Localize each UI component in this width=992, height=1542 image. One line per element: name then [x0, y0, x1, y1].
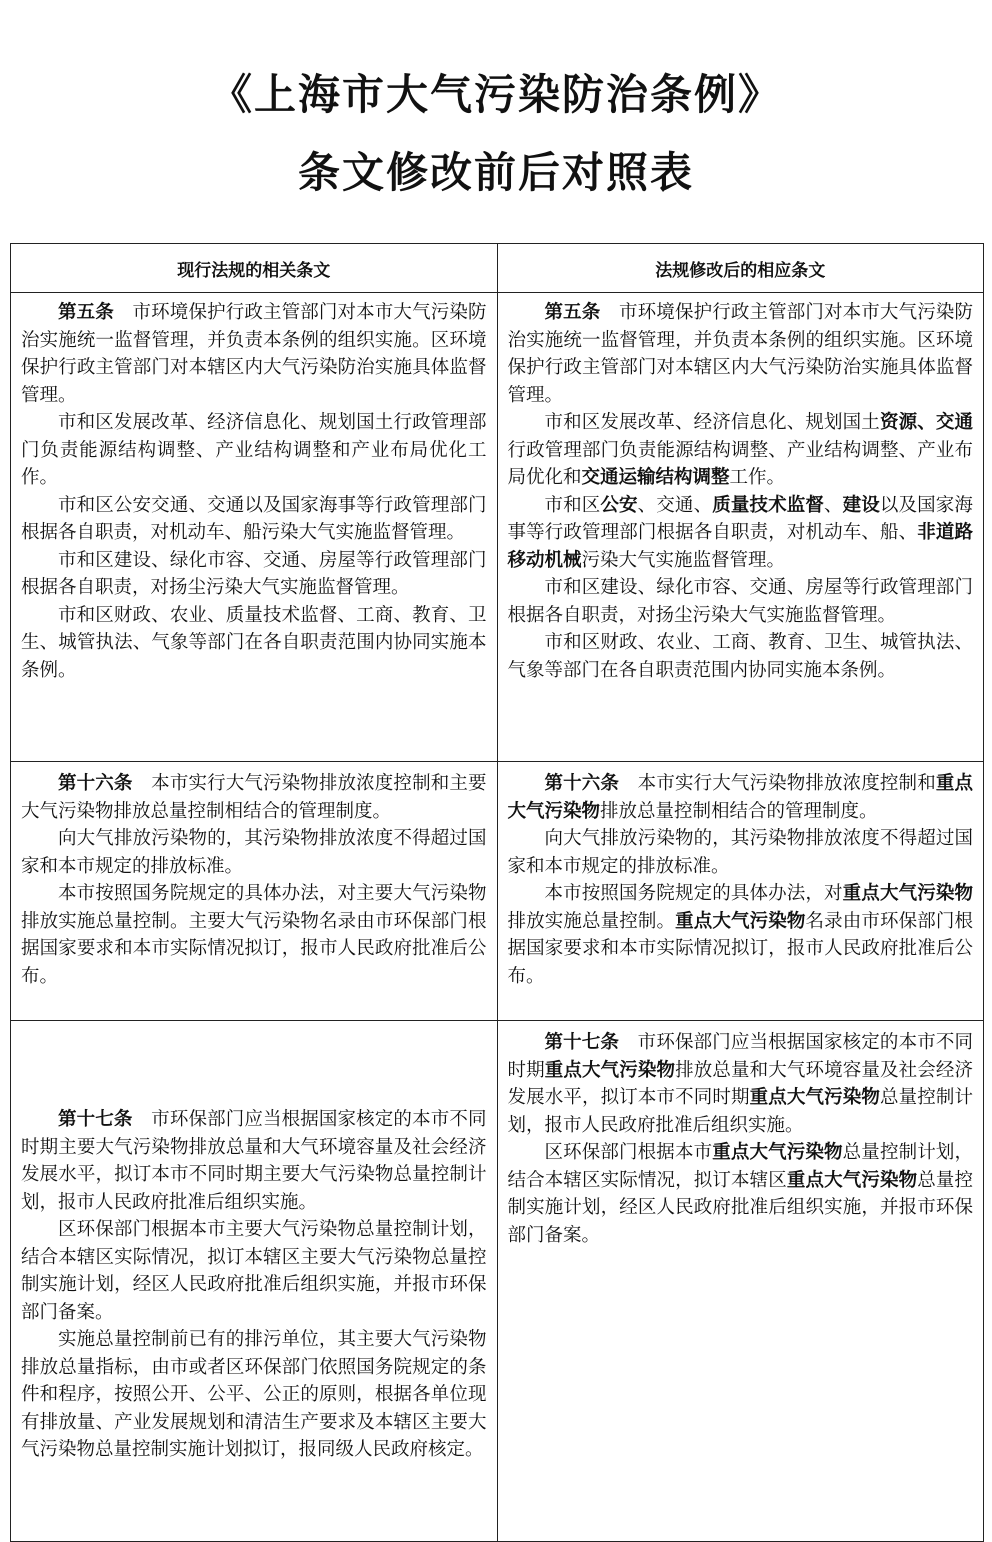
paragraph-text: 市环境保护行政主管部门对本市大气污染防治实施统一监督管理，并负责本条例的组织实施。区环境保护行政主管部门对本辖区内大气污染防治实施具体监督管理。	[507, 302, 973, 406]
paragraph-text: 市环保部门应当根据国家核定的本市不同时期主要大气污染物排放总量和大气环境容量及社会经济发展水平，拟订本市不同时期主要大气污染物总量控制计划，报市人民政府批准后组织实施。	[21, 1109, 487, 1213]
article-paragraph	[21, 409, 487, 492]
amended-article-cell	[497, 293, 984, 762]
article-paragraph	[21, 770, 487, 825]
table-header-row	[11, 244, 984, 293]
article-paragraph	[21, 299, 487, 409]
emphasized-text: 重点大气污染物	[749, 1087, 880, 1108]
article-paragraph	[21, 880, 487, 990]
header-current-provisions: 现行法规的相关条文	[11, 244, 498, 293]
emphasized-text: 交通运输结构调整	[581, 467, 730, 488]
article-paragraph	[21, 1216, 487, 1326]
article-paragraph	[508, 299, 974, 409]
emphasized-text: 第十七条	[544, 1032, 620, 1053]
emphasized-text: 重点大气污染物	[786, 1169, 918, 1191]
article-paragraph	[21, 825, 487, 880]
article-paragraph	[508, 574, 974, 629]
article-paragraph	[21, 547, 487, 602]
emphasized-text: 建设	[842, 494, 880, 516]
paragraph-text: 向大气排放污染物的，其污染物排放浓度不得超过国家和本市规定的排放标准。	[507, 828, 973, 877]
paragraph-text: 排放总量控制相结合的管理制度。	[600, 800, 878, 822]
current-article-cell	[11, 762, 498, 1021]
paragraph-text: 区环保部门根据本市	[544, 1142, 713, 1163]
paragraph-text: 排放总量和大气环境容量及社会经济发展水平，拟订本市不同时期	[507, 1059, 973, 1108]
article-paragraph	[508, 629, 974, 684]
article-paragraph	[508, 1029, 974, 1139]
paragraph-text: 总量控制实施计划，经区人民政府批准后组织实施，并报市环保部门备案。	[507, 1169, 973, 1246]
paragraph-text: 市环保部门应当根据国家核定的本市不同时期	[507, 1032, 973, 1081]
emphasized-text: 重点大气污染物	[712, 1142, 843, 1163]
paragraph-text: 、	[824, 494, 843, 516]
article-paragraph	[21, 602, 487, 685]
article-paragraph	[508, 409, 974, 492]
article-paragraph	[21, 1106, 487, 1216]
paragraph-text: 市和区	[544, 494, 601, 516]
emphasized-text: 重点大气污染物	[544, 1059, 676, 1081]
paragraph-text: 市和区财政、农业、工商、教育、卫生、城管执法、气象等部门在各自职责范围内协同实施本条例。	[507, 632, 973, 681]
paragraph-text: 总量控制计划，报市人民政府批准后组织实施。	[507, 1087, 973, 1136]
paragraph-text: 本市实行大气污染物排放浓度控制和	[619, 773, 936, 794]
paragraph-text: 市环境保护行政主管部门对本市大气污染防治实施统一监督管理，并负责本条例的组织实施。区环境保护行政主管部门对本辖区内大气污染防治实施具体监督管理。	[21, 302, 487, 406]
paragraph-text: 区环保部门根据本市主要大气污染物总量控制计划，结合本辖区实际情况，拟订本辖区主要大气污染物总量控制实施计划，经区人民政府批准后组织实施，并报市环保部门备案。	[21, 1219, 487, 1323]
emphasized-text: 第十六条	[544, 773, 620, 794]
emphasized-text: 公安	[600, 494, 638, 516]
paragraph-text: 、交通、	[637, 494, 713, 516]
paragraph-text: 本市实行大气污染物排放浓度控制和主要大气污染物排放总量控制相结合的管理制度。	[21, 773, 487, 822]
paragraph-text: 排放实施总量控制。	[507, 910, 676, 932]
table-row-article-17	[11, 1021, 984, 1542]
article-paragraph	[508, 880, 974, 990]
article-paragraph	[21, 492, 487, 547]
table-row-article-16	[11, 762, 984, 1021]
emphasized-text: 资源、交通	[879, 412, 973, 433]
comparison-table	[10, 243, 984, 1542]
paragraph-text: 总量控制计划，结合本辖区实际情况，拟订本辖区	[507, 1142, 973, 1191]
paragraph-text: 工作。	[729, 467, 786, 488]
emphasized-text: 第五条	[58, 302, 114, 323]
document-title: 《上海市大气污染防治条例》	[209, 70, 782, 119]
article-paragraph	[508, 825, 974, 880]
paragraph-text: 本市按照国务院规定的具体办法，对主要大气污染物排放实施总量控制。主要大气污染物名录由市环保部门根据国家要求和本市实际情况拟订，报市人民政府批准后公布。	[21, 883, 487, 987]
current-article-cell	[11, 1021, 498, 1542]
paragraph-text: 以及国家海事等行政管理部门根据各自职责，对机动车、船、	[507, 494, 973, 543]
paragraph-text: 市和区公安交通、交通以及国家海事等行政管理部门根据各自职责，对机动车、船污染大气实施监督管理。	[21, 494, 487, 543]
emphasized-text: 第十六条	[58, 773, 133, 794]
document-subtitle: 条文修改前后对照表	[297, 148, 694, 197]
emphasized-text: 重点大气污染物	[842, 883, 973, 904]
article-paragraph	[508, 770, 974, 825]
emphasized-text: 第五条	[544, 302, 601, 323]
emphasized-text: 重点大气污染物	[507, 773, 973, 822]
emphasized-text: 第十七条	[58, 1109, 133, 1131]
paragraph-text: 实施总量控制前已有的排污单位，其主要大气污染物排放总量指标，由市或者区环保部门依照国务院规定的条件和程序，按照公开、公平、公正的原则，根据各单位现有排放量、产业发展规划和清洁生产要求及本辖区主要大气污染物总量控制实施计划拟订，报同级人民政府核定。	[21, 1329, 487, 1461]
amended-article-cell	[497, 1021, 984, 1542]
amended-article-cell	[497, 762, 984, 1021]
paragraph-text: 市和区建设、绿化市容、交通、房屋等行政管理部门根据各自职责，对扬尘污染大气实施监督管理。	[21, 549, 487, 598]
paragraph-text: 市和区发展改革、经济信息化、规划国土	[544, 412, 880, 433]
article-paragraph	[21, 1326, 487, 1464]
paragraph-text: 市和区发展改革、经济信息化、规划国土行政管理部门负责能源结构调整、产业结构调整和产业布局优化工作。	[21, 412, 487, 488]
emphasized-text: 非道路移动机械	[507, 522, 973, 571]
header-amended-provisions: 法规修改后的相应条文	[497, 244, 984, 293]
paragraph-text: 市和区建设、绿化市容、交通、房屋等行政管理部门根据各自职责，对扬尘污染大气实施监督管理。	[507, 577, 973, 626]
table-row-article-5	[11, 293, 984, 762]
paragraph-text: 市和区财政、农业、质量技术监督、工商、教育、卫生、城管执法、气象等部门在各自职责范围内协同实施本条例。	[21, 604, 487, 681]
paragraph-text: 本市按照国务院规定的具体办法，对	[544, 883, 843, 904]
paragraph-text: 向大气排放污染物的，其污染物排放浓度不得超过国家和本市规定的排放标准。	[21, 828, 487, 877]
article-paragraph	[508, 1139, 974, 1249]
current-article-cell	[11, 293, 498, 762]
emphasized-text: 质量技术监督	[712, 494, 824, 516]
paragraph-text: 行政管理部门负责能源结构调整、产业结构调整、产业布局优化和	[507, 439, 973, 488]
article-paragraph	[508, 492, 974, 575]
emphasized-text: 重点大气污染物	[675, 910, 806, 932]
paragraph-text: 污染大气实施监督管理。	[581, 549, 786, 571]
paragraph-text: 名录由市环保部门根据国家要求和本市实际情况拟订，报市人民政府批准后公布。	[507, 910, 973, 987]
